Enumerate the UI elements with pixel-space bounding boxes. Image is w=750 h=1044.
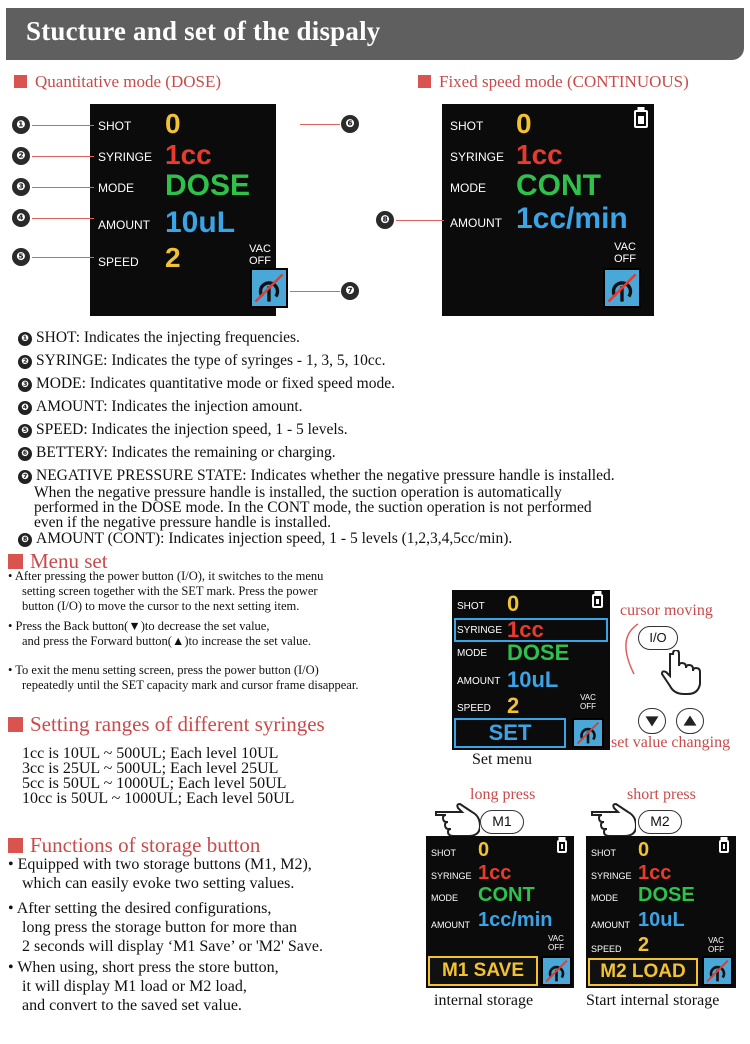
shot-label: SHOT xyxy=(98,119,132,133)
leader-line xyxy=(32,156,94,157)
callout-4: ❹ xyxy=(12,209,30,227)
syringe-label: SYRINGE xyxy=(98,150,153,164)
short-press-label: short press xyxy=(627,786,696,803)
callout-3: ❸ xyxy=(12,178,30,196)
speed-label: SPEED xyxy=(98,255,139,269)
hand-pointer-icon xyxy=(432,802,480,836)
m1-screen: SHOT 0 SYRINGE 1cc MODE CONT AMOUNT 1cc/min VAC OFF M1 SAVE xyxy=(426,836,574,988)
battery-icon xyxy=(719,840,729,853)
red-square-icon xyxy=(8,717,23,732)
red-square-icon xyxy=(14,75,27,88)
section-ranges: Setting ranges of different syringes xyxy=(8,712,325,737)
long-press-label: long press xyxy=(470,786,536,803)
leader-line xyxy=(396,220,444,221)
description-list: ❶ SHOT: Indicates the injecting frequencies. ❷ SYRINGE: Indicates the type of syringes - 1, 3, 5, 10cc. ❸ MODE: Indicates quantitative mode or fixed speed mode. ❹ AMOUNT: Indicates the injection amount. ❺ SPEED: Indicates the injection speed, 1 - 5 levels. ❻ BETTERY: Indicates the remaining or charging. ❼ NEGATIVE PRESSURE STATE: Indicates whether the negative pressure handle is installed. When the negative pressure handle is installed, the suction operation is automatically performed in the DOSE mode. In the CONT mode, the suction operation is not performed even if the negative pressure handle is installed. ❽ AMOUNT (CONT): Indicates injection speed, 1 - 5 levels (1,2,3,4,5cc/min). xyxy=(18,329,615,548)
curve-arrow-icon xyxy=(612,620,642,680)
ranges-list: 1cc is 10UL ~ 500UL; Each level 10UL 3cc is 25UL ~ 500UL; Each level 25UL 5cc is 50UL ~ 1000UL; Each level 50UL 10cc is 50UL ~ 1000UL; Each level 50UL xyxy=(22,745,295,807)
syringe-value: 1cc xyxy=(516,139,563,170)
hand-pointer-icon xyxy=(588,802,636,836)
vacuum-handle-icon xyxy=(250,268,288,308)
mode-label: MODE xyxy=(98,181,134,195)
callout-5: ❺ xyxy=(12,248,30,266)
section-dose-mode: Quantitative mode (DOSE) xyxy=(14,72,221,92)
battery-icon xyxy=(284,110,298,128)
leader-line xyxy=(32,257,94,258)
cursor-moving-label: cursor moving xyxy=(620,602,713,619)
page-title: Stucture and set of the dispaly xyxy=(26,16,381,46)
title-banner xyxy=(6,8,744,60)
m1-save-banner: M1 SAVE xyxy=(428,956,538,986)
forward-button[interactable] xyxy=(676,708,704,734)
shot-value: 0 xyxy=(165,108,181,139)
vacuum-handle-icon xyxy=(572,718,604,748)
m2-load-banner: M2 LOAD xyxy=(588,958,698,986)
io-button[interactable]: I/O xyxy=(638,626,678,650)
shot-value: 0 xyxy=(516,108,532,139)
amount-value: 1cc/min xyxy=(516,202,628,235)
mode-value: DOSE xyxy=(165,169,251,202)
battery-icon xyxy=(592,594,603,608)
callout-6: ❻ xyxy=(341,115,359,133)
callout-8: ❽ xyxy=(376,211,394,229)
red-square-icon xyxy=(418,75,431,88)
vacuum-handle-icon xyxy=(603,268,641,308)
syringe-value: 1cc xyxy=(165,139,212,170)
hand-pointer-icon xyxy=(660,650,704,698)
m1-caption: internal storage xyxy=(434,992,534,1009)
mode-value: CONT xyxy=(516,169,601,202)
set-menu-caption: Set menu xyxy=(472,751,532,768)
section-storage: Functions of storage button xyxy=(8,833,260,858)
mode-label: MODE xyxy=(450,181,486,195)
speed-value: 2 xyxy=(165,242,181,273)
menu-instructions: • After pressing the power button (I/O), it switches to the menu setting screen together with the SET mark. Press the power button (I/O) to move the cursor to the next setting item. • Press the Back button(▼)to decrease the set value, and press the Forward button(▲)to increase the set value. • To exit the menu setting screen, press the power button (I/O) repeatedly until the SET capacity mark and cursor frame disappear. xyxy=(8,569,359,692)
section-menu-set: Menu set xyxy=(8,549,108,574)
amount-label: AMOUNT xyxy=(98,218,150,232)
m2-caption: Start internal storage xyxy=(586,992,720,1009)
callout-7: ❼ xyxy=(341,282,359,300)
callout-2: ❷ xyxy=(12,147,30,165)
red-square-icon xyxy=(8,554,23,569)
m2-screen: SHOT 0 SYRINGE 1cc MODE DOSE AMOUNT 10uL SPEED 2 VAC OFF M2 LOAD xyxy=(586,836,736,988)
leader-line xyxy=(32,218,94,219)
shot-label: SHOT xyxy=(450,119,484,133)
battery-icon xyxy=(634,110,648,128)
cont-screen xyxy=(442,104,654,316)
callout-1: ❶ xyxy=(12,116,30,134)
back-button[interactable] xyxy=(638,708,666,734)
leader-line xyxy=(32,187,94,188)
m2-button[interactable]: M2 xyxy=(638,810,682,834)
syringe-label: SYRINGE xyxy=(450,150,505,164)
leader-line xyxy=(290,291,340,292)
m1-button[interactable]: M1 xyxy=(480,810,524,834)
battery-icon xyxy=(557,840,567,853)
vacuum-handle-icon xyxy=(702,956,733,986)
storage-instructions: • Equipped with two storage buttons (M1, M2), which can easily evoke two setting values. • After setting the desired configurations, long press the storage button for more than 2 seconds will display ‘M1 Save’ or 'M2' Save. • When using, short press the store button, it will display M1 load or M2 load, and convert to the saved set value. xyxy=(8,856,323,1014)
leader-line xyxy=(300,124,340,125)
vac-status: VAC OFF xyxy=(614,241,636,266)
amount-label: AMOUNT xyxy=(450,216,502,230)
set-value-changing-label: set value changing xyxy=(611,734,731,751)
leader-line xyxy=(32,125,94,126)
vac-status: VAC OFF xyxy=(249,243,271,268)
dose-screen xyxy=(90,104,276,316)
amount-value: 10uL xyxy=(165,206,236,239)
section-cont-mode: Fixed speed mode (CONTINUOUS) xyxy=(418,72,689,92)
set-menu-screen: SHOT 0 SYRINGE 1cc MODE DOSE AMOUNT 10uL SPEED 2 VAC OFF SET xyxy=(452,590,610,750)
set-mark: SET xyxy=(454,718,566,748)
red-square-icon xyxy=(8,838,23,853)
vacuum-handle-icon xyxy=(541,956,572,986)
